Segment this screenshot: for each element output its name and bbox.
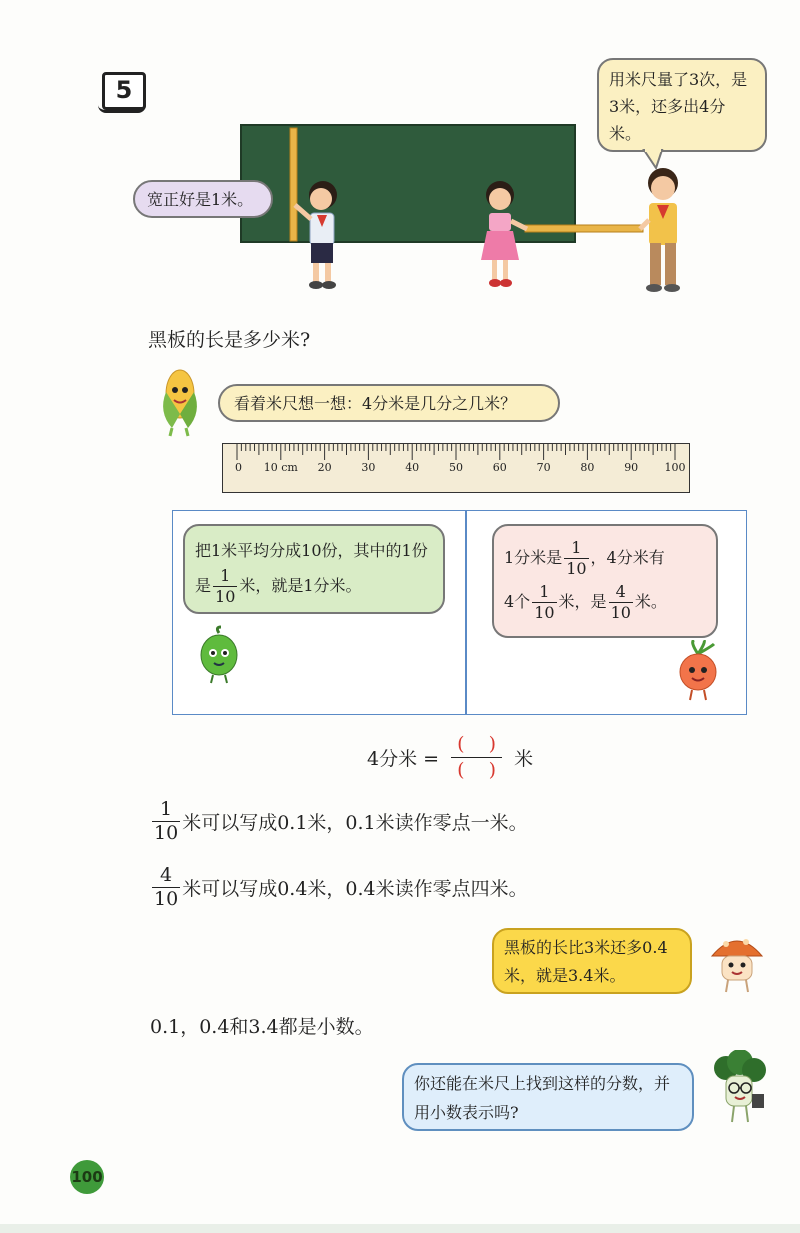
ruler-label: 30 xyxy=(361,461,376,474)
blank-fraction xyxy=(451,735,502,780)
question-text: 黑板的长是多少米? xyxy=(148,329,311,351)
ruler-label: 90 xyxy=(624,461,639,474)
speech-bubble-measurement: 用米尺量了3次，是3米，还多出4分米。 xyxy=(597,58,767,152)
corn-character-icon xyxy=(152,362,208,438)
ruler-label: 0 xyxy=(235,461,242,474)
equation: 4分米 = $\frac{( )}{( )}$ 米 xyxy=(367,733,534,781)
broccoli-character-icon xyxy=(706,1050,772,1126)
ruler-label: 20 xyxy=(317,461,332,474)
statement-one-tenth: $\frac{1}{10}$ 米可以写成0.1米，0.1米读作零点一米。 xyxy=(154,798,528,844)
numerator-blank: ( ) xyxy=(457,733,497,755)
carrot-character-icon xyxy=(672,640,724,702)
denominator-blank: ( ) xyxy=(451,757,502,780)
ruler-label: 60 xyxy=(492,461,507,474)
horizontal-meter-stick xyxy=(525,225,643,232)
speech-bubble-right-panel: 1分米是 $\frac{1}{10}$ ，4分米有 4个 $\frac{1}{10}$ 米，是 $\frac{4}{10}$ 米。 xyxy=(492,524,718,638)
speech-bubble-hint: 看着米尺想一想：4分米是几分之几米？ xyxy=(218,384,560,422)
speech-bubble-width: 宽正好是1米。 xyxy=(133,180,273,218)
speech-bubble-mushroom: 黑板的长比3米还多0.4米，就是3.4米。 xyxy=(492,928,692,994)
ruler-label: 50 xyxy=(449,461,463,474)
section-number: 5 xyxy=(115,76,133,104)
bottom-edge xyxy=(0,1224,800,1233)
fraction-one-tenth: $\frac{1}{10}$ xyxy=(215,566,236,606)
ruler-label: 70 xyxy=(536,461,551,474)
ruler-label: 80 xyxy=(580,461,595,474)
pepper-character-icon xyxy=(195,625,243,685)
boy-holding-stick xyxy=(640,168,680,292)
meter-ruler xyxy=(222,443,690,493)
speech-bubble-left-panel: 把1米平均分成10份，其中的1份是 $\frac{1}{10}$ 米，就是1分米。 xyxy=(183,524,445,614)
ruler-label: 100 xyxy=(664,461,686,474)
page-number: 100 xyxy=(71,1168,103,1186)
bubble-tail xyxy=(640,148,670,170)
ruler-label: 40 xyxy=(405,461,420,474)
mushroom-character-icon xyxy=(706,930,768,994)
statement-four-tenths: $\frac{4}{10}$ 米可以写成0.4米，0.4米读作零点四米。 xyxy=(154,864,528,910)
conclusion-text: 0.1，0.4和3.4都是小数。 xyxy=(150,1016,374,1038)
vertical-meter-stick xyxy=(290,128,297,241)
ruler-label: 10 cm xyxy=(263,461,298,474)
speech-bubble-question: 你还能在米尺上找到这样的分数，并用小数表示吗? xyxy=(402,1063,694,1131)
panel-divider xyxy=(465,511,467,714)
page-number-badge xyxy=(70,1160,104,1194)
